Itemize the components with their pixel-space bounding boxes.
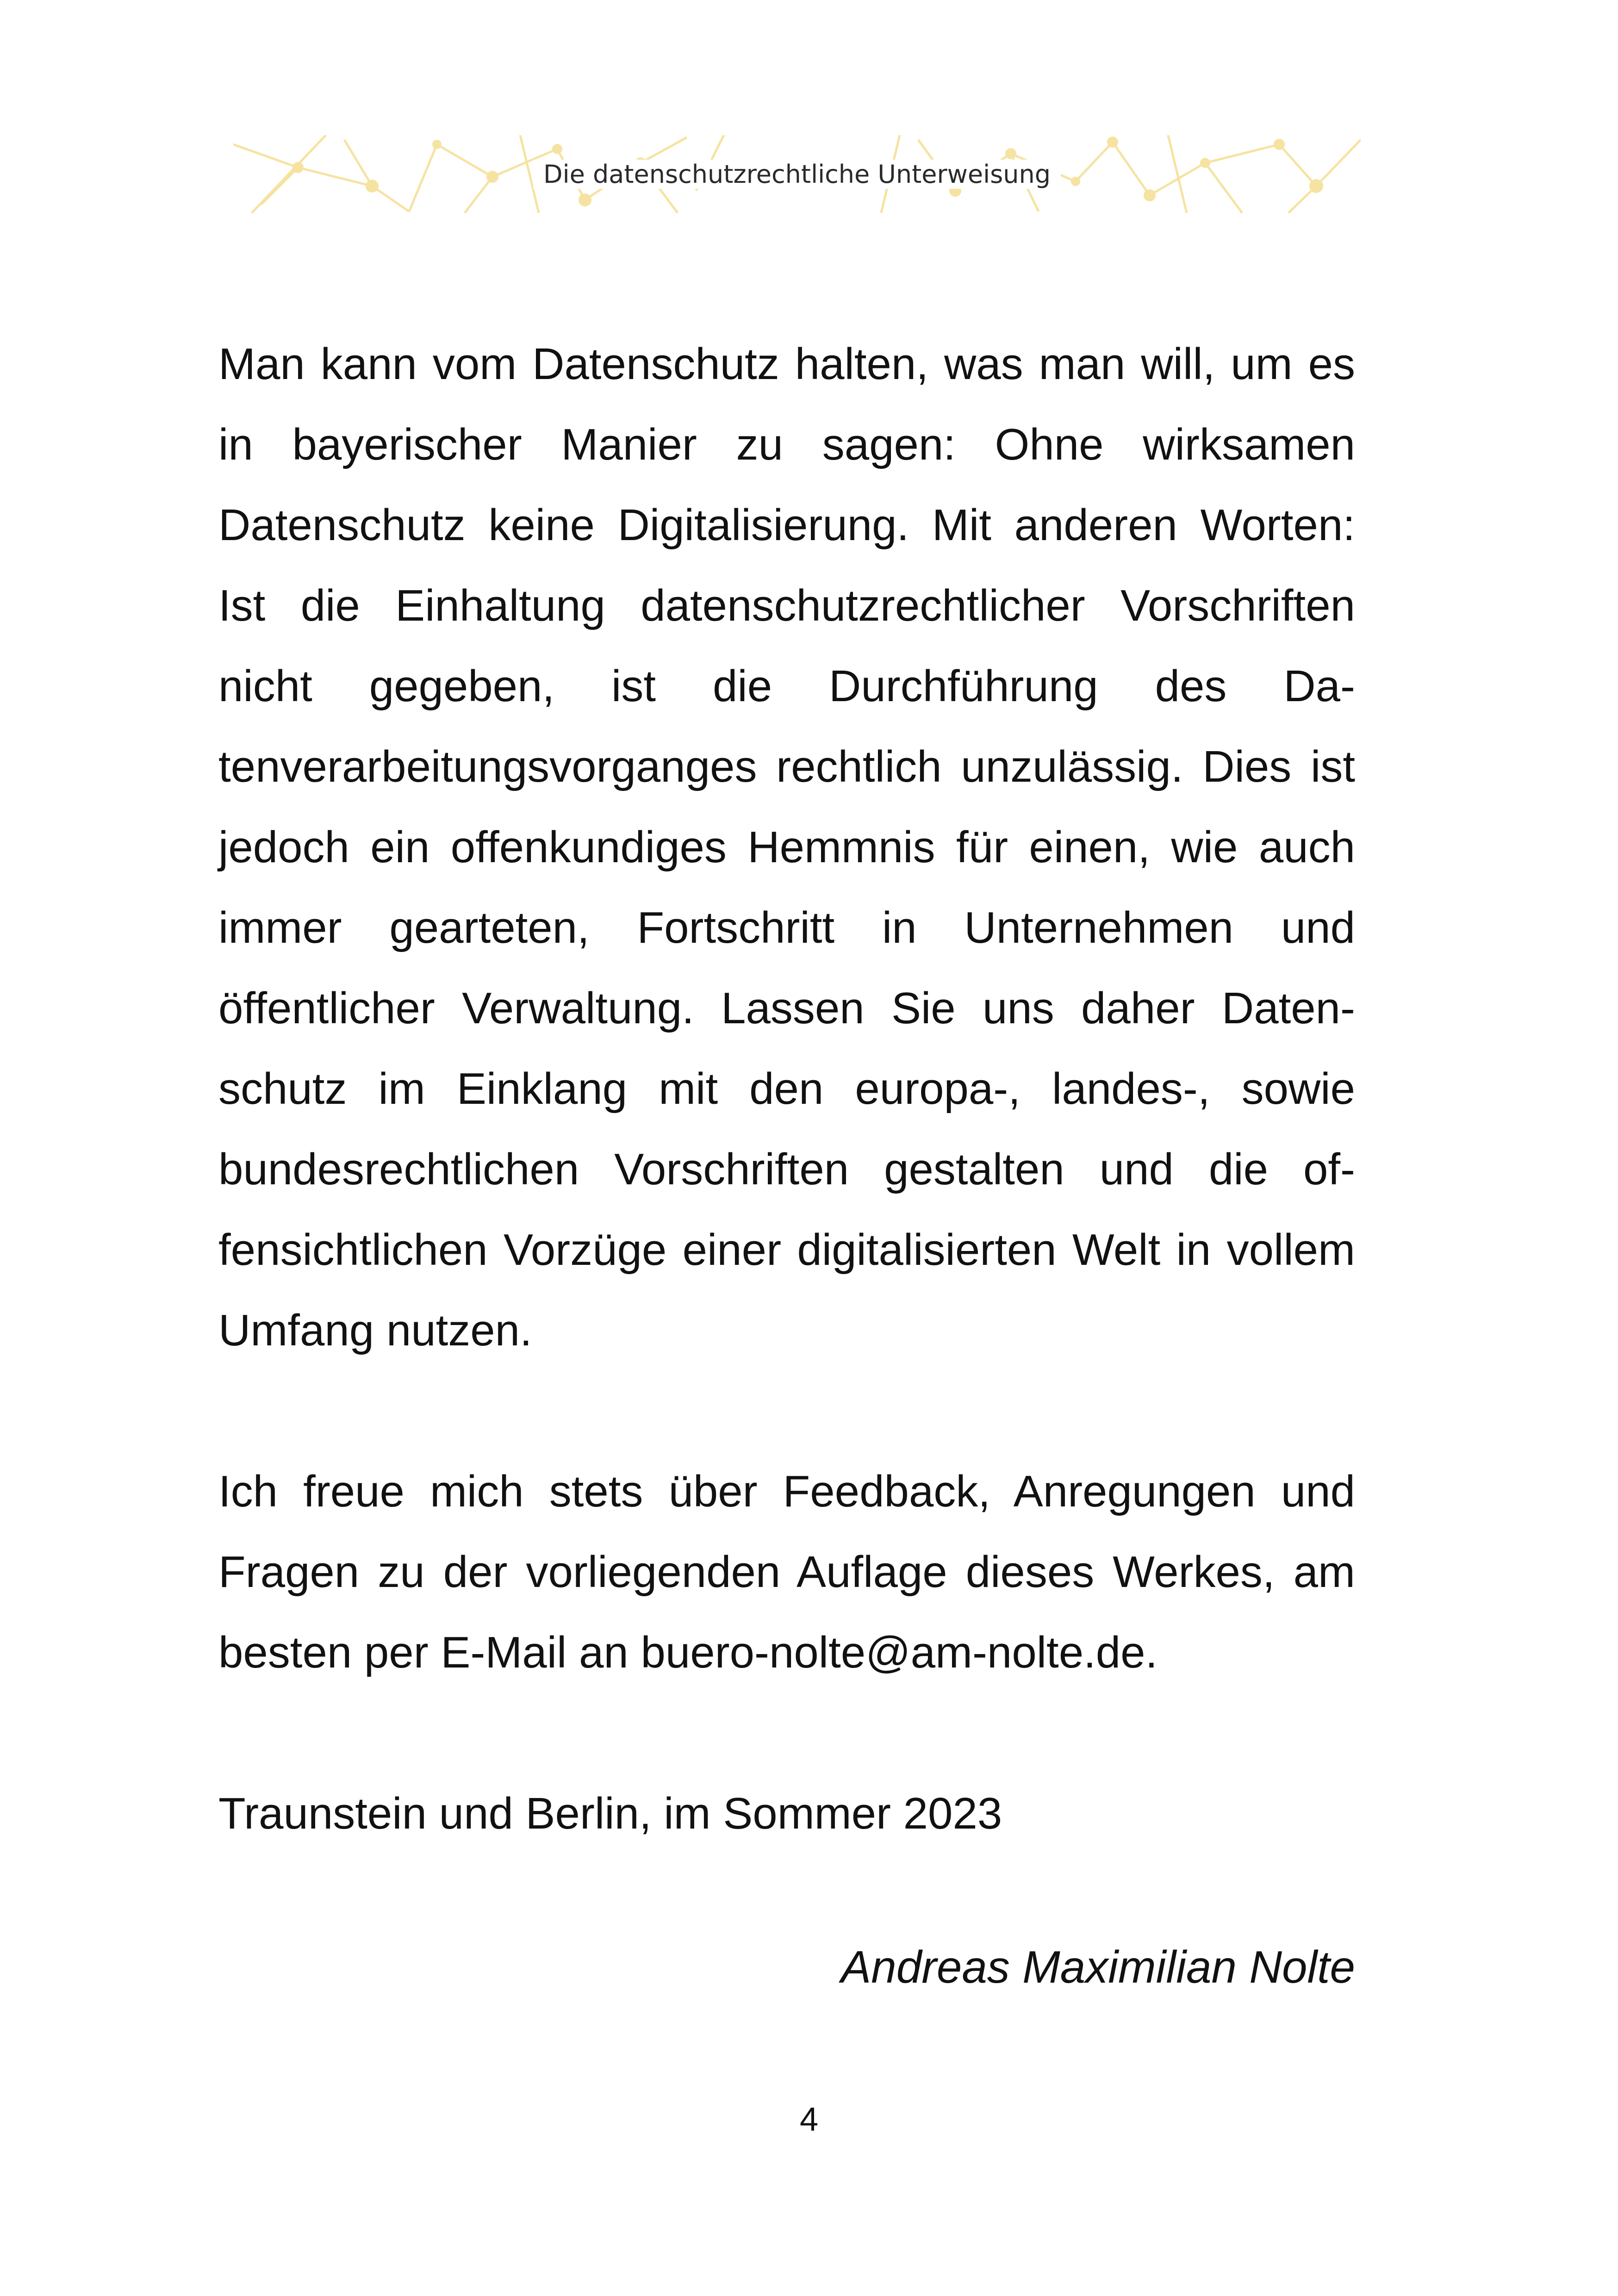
running-header-title-text: Die datenschutzrechtliche Unterweisung	[533, 160, 1061, 189]
paragraph-spacer	[218, 1371, 1355, 1451]
body-paragraph-1: Man kann vom Datenschutz halten, was man will, um es in bayerischer Manier zu sagen: Ohne wirksamen Datenschutz keine Digitalisierung. Mit anderen Worten: Ist die Einhaltung datenschutzrechtlicher Vorschriften nicht gegeben, ist die Durchführung des Datenverarbeitungsvorganges rechtlich unzulässig. Dies ist jedoch ein offenkundiges Hemmnis für einen, wie auch immer gearteten, Fortschritt in Unternehmen und öffentlicher Verwaltung. Lassen Sie uns daher Datenschutz im Einklang mit den europa-, landes-, sowie bundesrechtlichen Vorschriften gestalten und die offensichtlichen Vorzüge einer digitalisierten Welt in vollem Umfang nutzen.	[218, 339, 1355, 1355]
paragraph-spacer	[218, 1693, 1355, 1773]
page-body	[218, 324, 1355, 1854]
page-number: 4	[799, 2101, 819, 2138]
running-header-title	[233, 158, 1361, 191]
body-paragraph-2: Ich freue mich stets über Feedback, Anregungen und Fragen zu der vorliegenden Auflage dieses Werkes, am besten per E-Mail an buero-nolte@am-nolte.de.	[218, 1467, 1355, 1677]
author-signature: Andreas Maximilian Nolte	[840, 1941, 1355, 1992]
running-header	[233, 135, 1361, 214]
place-and-date: Traunstein und Berlin, im Sommer 2023	[218, 1789, 1002, 1838]
